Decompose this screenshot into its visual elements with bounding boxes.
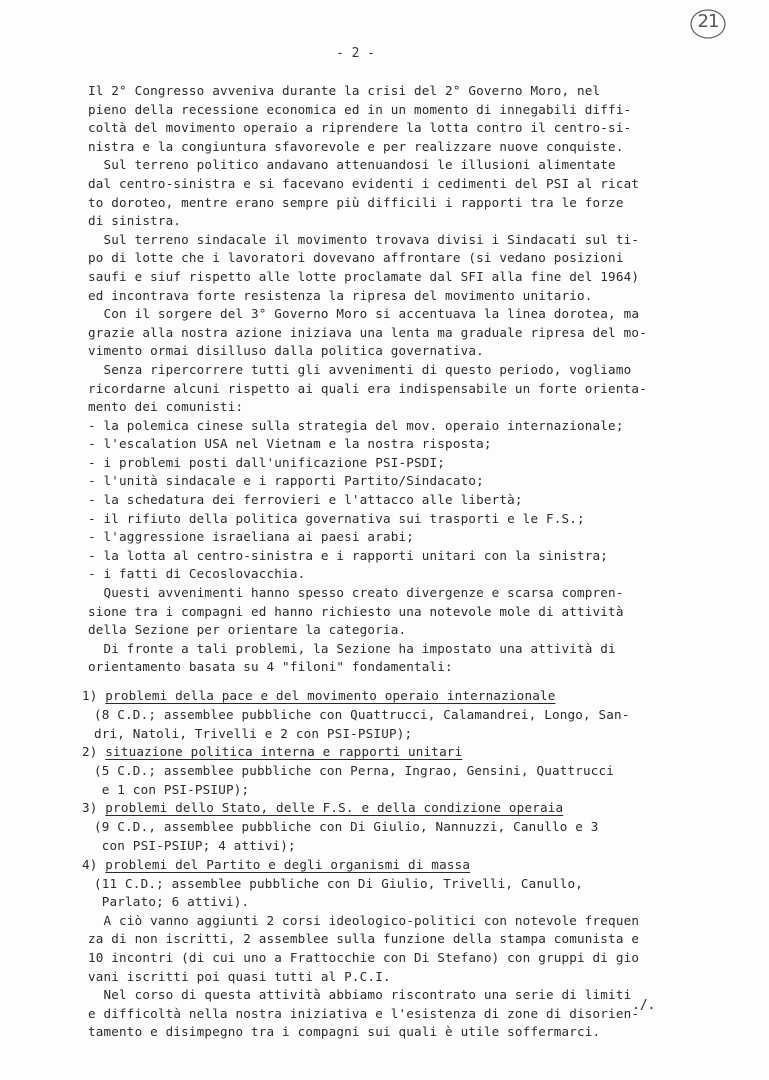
item-detail: (5 C.D.; assemblee pubbliche con Perna, Ingrao, Gensini, Quattrucci xyxy=(94,763,615,779)
list-item: - i problemi posti dall'unificazione PSI-PSDI; xyxy=(88,454,446,470)
text-line: 10 incontri (di cui uno a Frattocchie con Di Stefano) con gruppi di gio xyxy=(88,949,640,965)
item-detail: e 1 con PSI-PSIUP); xyxy=(94,781,250,797)
item-number: 2) xyxy=(82,744,98,760)
text-line: Il 2° Congresso avveniva durante la crisi del 2° Governo Moro, nel xyxy=(88,83,601,98)
list-item: - l'unità sindacale e i rapporti Partito/Sindacato; xyxy=(88,473,484,489)
stamp-number: 21 xyxy=(697,11,719,32)
text-line: coltà del movimento operaio a riprendere la lotta contro il centro-si- xyxy=(88,120,632,136)
closing-paragraphs xyxy=(88,912,728,1042)
continuation-mark: ./. xyxy=(632,998,656,1013)
text-line: ricordarne alcuni rispetto ai quali era indispensabile un forte orienta- xyxy=(88,380,647,396)
text-line: Di fronte a tali problemi, la Sezione ha impostato una attività di xyxy=(88,640,616,656)
item-number: 4) xyxy=(82,856,98,872)
intro-paragraphs xyxy=(88,82,728,417)
text-line: Con il sorgere del 3° Governo Moro si accentuava la linea dorotea, ma xyxy=(88,306,640,322)
list-item: - la polemica cinese sulla strategia del mov. operaio internazionale; xyxy=(88,417,624,433)
page-number: - 2 - xyxy=(336,46,376,61)
text-line: Sul terreno politico andavano attenuandosi le illusioni alimentate xyxy=(88,157,616,173)
numbered-list xyxy=(82,687,728,912)
item-detail: Parlato; 6 attivi). xyxy=(94,894,250,910)
numbered-item xyxy=(82,687,728,743)
item-detail: (9 C.D., assemblee pubbliche con Di Giulio, Nannuzzi, Canullo e 3 xyxy=(94,819,599,835)
item-title: situazione politica interna e rapporti unitari xyxy=(105,744,463,760)
text-line: orientamento basata su 4 "filoni" fondamentali: xyxy=(88,659,453,675)
text-line: dal centro-sinistra e si facevano evidenti i cedimenti del PSI al ricat xyxy=(88,175,640,191)
text-line: nistra e la congiuntura sfavorevole e per realizzare nuove conquiste. xyxy=(88,138,624,154)
numbered-item xyxy=(82,799,728,855)
text-line: saufi e siuf rispetto alle lotte proclamate dal SFI alla fine del 1964) xyxy=(88,268,640,284)
numbered-item xyxy=(82,743,728,799)
numbered-item xyxy=(82,856,728,912)
text-line: to doroteo, mentre erano sempre più difficili i rapporti tra le forze xyxy=(88,194,624,210)
text-line: Sul terreno sindacale il movimento trovava divisi i Sindacati sul ti- xyxy=(88,231,640,247)
item-detail: (11 C.D.; assemblee pubbliche con Di Giulio, Trivelli, Canullo, xyxy=(94,875,584,891)
text-line: po di lotte che i lavoratori dovevano affrontare (si vedano posizioni xyxy=(88,250,624,266)
list-item: - l'escalation USA nel Vietnam e la nostra risposta; xyxy=(88,436,492,452)
text-line: Questi avvenimenti hanno spesso creato divergenze e scarsa compren- xyxy=(88,585,624,601)
item-title: problemi dello Stato, delle F.S. e della condizione operaia xyxy=(105,800,564,816)
item-title: problemi del Partito e degli organismi di massa xyxy=(105,856,471,872)
circled-page-stamp xyxy=(688,6,728,42)
list-item: - il rifiuto della politica governativa sui trasporti e le F.S.; xyxy=(88,510,585,526)
text-line: za di non iscritti, 2 assemblee sulla funzione della stampa comunista e xyxy=(88,931,640,947)
item-detail: dri, Natoli, Trivelli e 2 con PSI-PSIUP); xyxy=(94,725,413,741)
text-line: ed incontrava forte resistenza la ripresa del movimento unitario. xyxy=(88,287,593,303)
dash-list xyxy=(88,417,728,584)
text-line: vani iscritti poi quasi tutti al P.C.I. xyxy=(88,968,391,984)
item-detail: con PSI-PSIUP; 4 attivi); xyxy=(94,837,296,853)
text-line: della Sezione per orientare la categoria. xyxy=(88,622,407,638)
text-line: e difficoltà nella nostra iniziativa e l'esistenza di zone di disorien- xyxy=(88,1005,640,1021)
text-line: grazie alla nostra azione iniziava una lenta ma graduale ripresa del mo- xyxy=(88,324,647,340)
text-line: Nel corso di questa attività abbiamo riscontrato una serie di limiti xyxy=(88,987,632,1003)
list-item: - i fatti di Cecoslovacchia. xyxy=(88,566,306,582)
text-line: tamento e disimpegno tra i compagni sui quali è utile soffermarci. xyxy=(88,1024,601,1040)
item-number: 1) xyxy=(82,688,98,703)
middle-paragraphs xyxy=(88,584,728,677)
text-line: A ciò vanno aggiunti 2 corsi ideologico-politici con notevole frequen xyxy=(88,912,640,928)
text-line: mento dei comunisti: xyxy=(88,399,244,415)
text-line: sione tra i compagni ed hanno richiesto una notevole mole di attività xyxy=(88,603,624,619)
list-item: - la schedatura dei ferrovieri e l'attacco alle libertà; xyxy=(88,492,523,508)
text-line: pieno della recessione economica ed in un momento di innegabili diffi- xyxy=(88,101,632,117)
item-detail: (8 C.D.; assemblee pubbliche con Quattrucci, Calamandrei, Longo, San- xyxy=(94,707,630,722)
list-item: - l'aggressione israeliana ai paesi arabi; xyxy=(88,529,415,545)
text-line: Senza ripercorrere tutti gli avvenimenti di questo periodo, vogliamo xyxy=(88,361,632,377)
item-number: 3) xyxy=(82,800,98,816)
text-line: di sinistra. xyxy=(88,213,182,229)
list-item: - la lotta al centro-sinistra e i rapporti unitari con la sinistra; xyxy=(88,547,609,563)
item-title: problemi della pace e del movimento operaio internazionale xyxy=(105,688,556,703)
document-body xyxy=(82,82,728,1042)
text-line: vimento ormai disilluso dalla politica governativa. xyxy=(88,343,484,359)
